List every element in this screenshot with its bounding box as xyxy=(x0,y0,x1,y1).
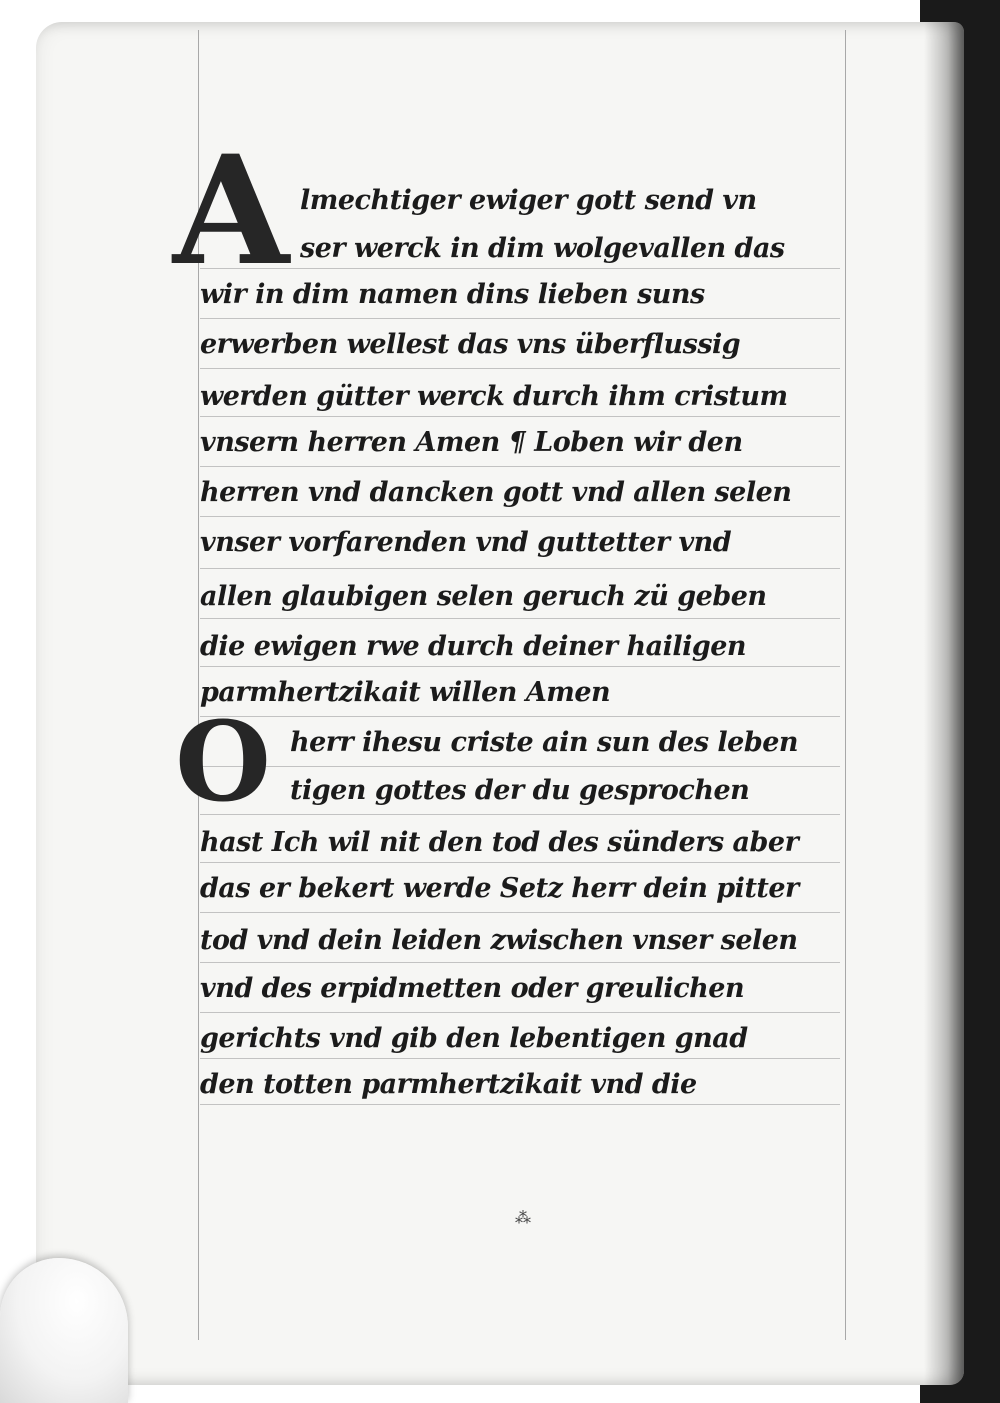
ruling-line xyxy=(200,368,840,369)
text-line: die ewigen rwe durch deiner hailigen xyxy=(200,631,747,662)
ruling-line xyxy=(200,716,840,717)
text-line: vnsern herren Amen ¶ Loben wir den xyxy=(200,427,743,458)
decorated-initial-o: O xyxy=(175,697,271,826)
text-line: erwerben wellest das vns überflussig xyxy=(200,329,741,360)
thumb-holding-page xyxy=(0,1258,128,1403)
text-line: hast Ich wil nit den tod des sünders aber xyxy=(200,827,799,858)
text-line: herr ihesu criste ain sun des leben xyxy=(290,727,799,758)
text-line: tod vnd dein leiden zwischen vnser selen xyxy=(200,925,798,956)
ruling-line xyxy=(200,516,840,517)
page-edge-shadow xyxy=(924,22,964,1385)
right-margin-rule xyxy=(845,30,846,1340)
text-line: den totten parmhertzikait vnd die xyxy=(200,1069,697,1100)
ruling-line xyxy=(200,568,840,569)
text-line: allen glaubigen selen geruch zü geben xyxy=(200,581,767,612)
ruling-line xyxy=(200,466,840,467)
ruling-line xyxy=(200,1012,840,1013)
text-line: gerichts vnd gib den lebentigen gnad xyxy=(200,1023,748,1054)
text-line: tigen gottes der du gesprochen xyxy=(290,775,750,806)
text-line: ser werck in dim wolgevallen das xyxy=(300,233,785,264)
text-line: werden gütter werck durch ihm cristum xyxy=(200,381,788,412)
text-line: das er bekert werde Setz herr dein pitter xyxy=(200,873,799,904)
ink-mark: ⁂ xyxy=(515,1208,531,1227)
ruling-line xyxy=(200,912,840,913)
ruling-line xyxy=(200,318,840,319)
text-line: vnd des erpidmetten oder greulichen xyxy=(200,973,745,1004)
ruling-line xyxy=(200,814,840,815)
decorated-initial-a: A xyxy=(172,123,290,299)
ruling-line xyxy=(200,766,840,767)
text-line: wir in dim namen dins lieben suns xyxy=(200,279,705,310)
text-line: parmhertzikait willen Amen xyxy=(200,677,611,708)
text-line: vnser vorfarenden vnd guttetter vnd xyxy=(200,527,732,558)
text-line: herren vnd dancken gott vnd allen selen xyxy=(200,477,792,508)
text-line: lmechtiger ewiger gott send vn xyxy=(300,185,757,216)
